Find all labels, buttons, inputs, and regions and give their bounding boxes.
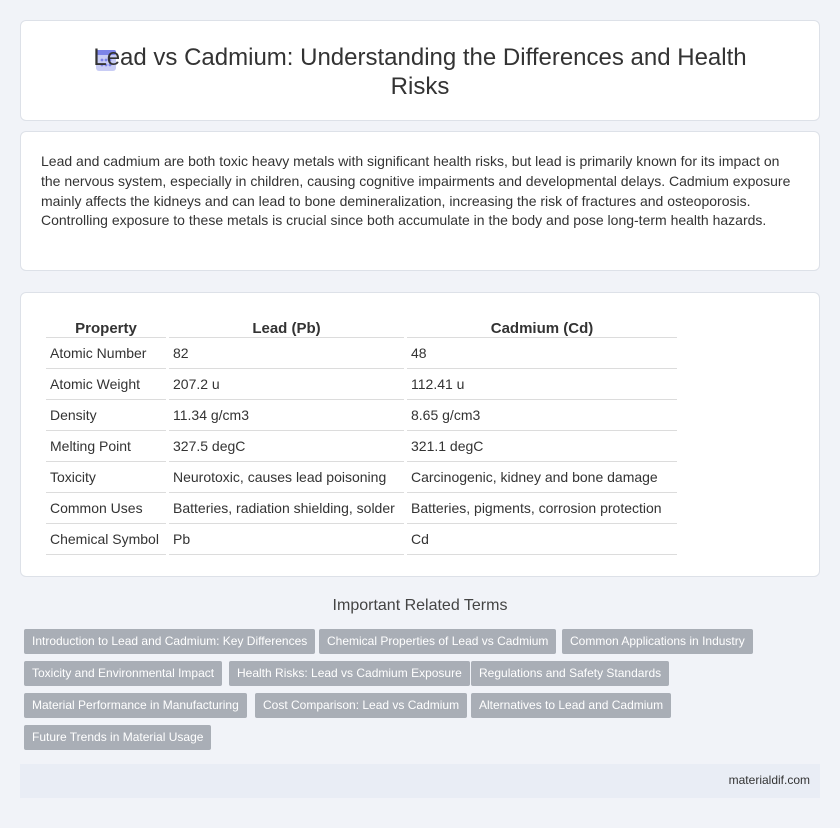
cell-cadmium: 48: [407, 338, 677, 369]
table-row: [46, 493, 677, 524]
cell-property: Melting Point: [46, 431, 166, 462]
page-title: Lead vs Cadmium: Understanding the Differences and Health Risks: [93, 44, 747, 100]
table-header-row: [46, 316, 677, 338]
related-term-link[interactable]: Alternatives to Lead and Cadmium: [471, 693, 671, 718]
cell-cadmium: Carcinogenic, kidney and bone damage: [407, 462, 677, 493]
cell-cadmium: 112.41 u: [407, 369, 677, 400]
cell-lead: 327.5 degC: [169, 431, 404, 462]
cell-lead: Batteries, radiation shielding, solder: [169, 493, 404, 524]
cell-property: Common Uses: [46, 493, 166, 524]
cell-cadmium: Cd: [407, 524, 677, 555]
related-term-link[interactable]: Material Performance in Manufacturing: [24, 693, 247, 718]
header-property: Property: [46, 316, 166, 338]
cell-lead: Neurotoxic, causes lead poisoning: [169, 462, 404, 493]
related-term-link[interactable]: Future Trends in Material Usage: [24, 725, 211, 750]
cell-cadmium: Batteries, pigments, corrosion protection: [407, 493, 677, 524]
footer: [20, 764, 820, 798]
related-term-link[interactable]: Chemical Properties of Lead vs Cadmium: [319, 629, 556, 654]
related-term-link[interactable]: Cost Comparison: Lead vs Cadmium: [255, 693, 467, 718]
comparison-table: [43, 316, 680, 555]
related-term-link[interactable]: Toxicity and Environmental Impact: [24, 661, 222, 686]
cell-lead: 11.34 g/cm3: [169, 400, 404, 431]
header-cadmium: Cadmium (Cd): [407, 316, 677, 338]
header-card: [20, 20, 820, 121]
table-row: [46, 369, 677, 400]
cell-property: Chemical Symbol: [46, 524, 166, 555]
intro-card: [20, 131, 820, 271]
footer-site: materialdif.com: [728, 773, 810, 787]
cell-property: Toxicity: [46, 462, 166, 493]
table-row: [46, 462, 677, 493]
related-term-link[interactable]: Health Risks: Lead vs Cadmium Exposure: [229, 661, 470, 686]
cell-cadmium: 321.1 degC: [407, 431, 677, 462]
table-row: [46, 431, 677, 462]
table-row: [46, 338, 677, 369]
cell-lead: 82: [169, 338, 404, 369]
table-row: [46, 400, 677, 431]
cell-lead: 207.2 u: [169, 369, 404, 400]
related-term-link[interactable]: Introduction to Lead and Cadmium: Key Differences: [24, 629, 315, 654]
related-term-link[interactable]: Common Applications in Industry: [562, 629, 753, 654]
comparison-table-card: [20, 292, 820, 577]
header-lead: Lead (Pb): [169, 316, 404, 338]
cell-cadmium: 8.65 g/cm3: [407, 400, 677, 431]
intro-text: Lead and cadmium are both toxic heavy metals with significant health risks, but lead is primarily known for its impact on the nervous system, especially in children, causing cognitive impairments and developmental delays. Cadmium exposure mainly affects the kidneys and can lead to bone demineralization, increasing the risk of fractures and osteoporosis. Controlling exposure to these metals is crucial since both accumulate in the body and pose long-term health hazards.: [41, 153, 791, 229]
cell-property: Atomic Weight: [46, 369, 166, 400]
table-row: [46, 524, 677, 555]
cell-property: Atomic Number: [46, 338, 166, 369]
cell-property: Density: [46, 400, 166, 431]
related-terms-title: Important Related Terms: [332, 597, 508, 614]
related-term-link[interactable]: Regulations and Safety Standards: [471, 661, 669, 686]
cell-lead: Pb: [169, 524, 404, 555]
